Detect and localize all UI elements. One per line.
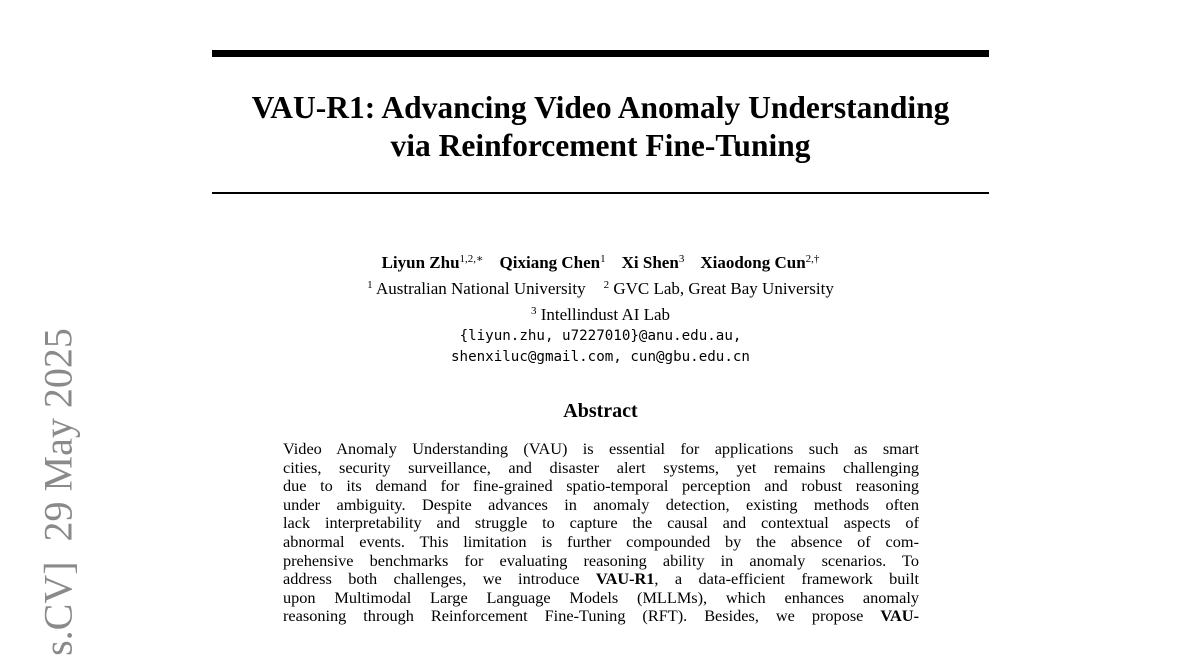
abstract-line-text: address both challenges, we introduce (283, 569, 596, 589)
abstract-line: under ambiguity. Despite advances in anomaly detection, existing methods often (283, 494, 919, 514)
paper-title (212, 89, 989, 165)
author-name: Xiaodong Cun (700, 253, 806, 272)
abstract-line-text: reasoning through Reinforcement Fine-Tuning (RFT). Besides, we propose (283, 606, 881, 626)
abstract-line-text: , a data-efficient framework built (654, 569, 919, 589)
author-name: Xi Shen (621, 253, 679, 272)
email-line: shenxiluc@gmail.com, cun@gbu.edu.cn (451, 349, 750, 365)
abstract-line: due to its demand for fine-grained spatio-temporal perception and robust reasoning (283, 476, 919, 496)
abstract-line: Video Anomaly Understanding (VAU) is essential for applications such as smart (283, 439, 919, 458)
abstract-line: upon Multimodal Large Language Models (MLLMs), which enhances anomaly (283, 587, 919, 607)
title-line-1: VAU-R1: Advancing Video Anomaly Understanding (251, 90, 950, 125)
author-affiliation-marker: 1,2,∗ (459, 253, 484, 265)
affiliation-marker: 2 (603, 279, 610, 291)
affiliation-text: GVC Lab, Great Bay University (613, 279, 834, 298)
affiliation-marker: 3 (530, 305, 537, 317)
abstract-heading: Abstract (563, 400, 638, 422)
affiliation-text: Intellindust AI Lab (540, 305, 671, 324)
abstract-bold-term: VAU- (880, 606, 919, 626)
abstract-line: lack interpretability and struggle to capture the causal and contextual aspects of (283, 513, 919, 533)
abstract-line: abnormal events. This limitation is further compounded by the absence of com- (283, 531, 919, 551)
affiliation-marker: 1 (367, 279, 373, 291)
title-top-rule (212, 50, 989, 57)
email-line: {liyun.zhu, u7227010}@anu.edu.au, (459, 328, 742, 344)
author-affiliation-marker: 2,† (805, 253, 820, 265)
author-affiliation-marker: 3 (678, 253, 685, 265)
author-block (212, 248, 989, 368)
author-names (212, 248, 989, 274)
abstract-body (283, 440, 919, 626)
author-affiliation-marker: 1 (600, 253, 606, 265)
affiliation-text: Australian National University (375, 279, 586, 298)
author-name: Liyun Zhu (381, 253, 460, 272)
title-bottom-rule (212, 192, 989, 194)
abstract-line (283, 570, 919, 589)
abstract-bold-term: VAU-R1 (595, 569, 655, 589)
title-line-2: via Reinforcement Fine-Tuning (390, 128, 811, 163)
author-name: Qixiang Chen (499, 253, 601, 272)
abstract-line: prehensive benchmarks for evaluating reasoning ability in anomaly scenarios. To (283, 550, 919, 570)
arxiv-identifier-stamp: s.CV] 29 May 2025 (35, 328, 81, 656)
abstract-line: cities, security surveillance, and disaster alert systems, yet remains challenging (283, 457, 919, 477)
affiliations-line-2 (212, 300, 989, 326)
affiliations-line-1 (212, 274, 989, 300)
abstract-line (283, 607, 919, 626)
